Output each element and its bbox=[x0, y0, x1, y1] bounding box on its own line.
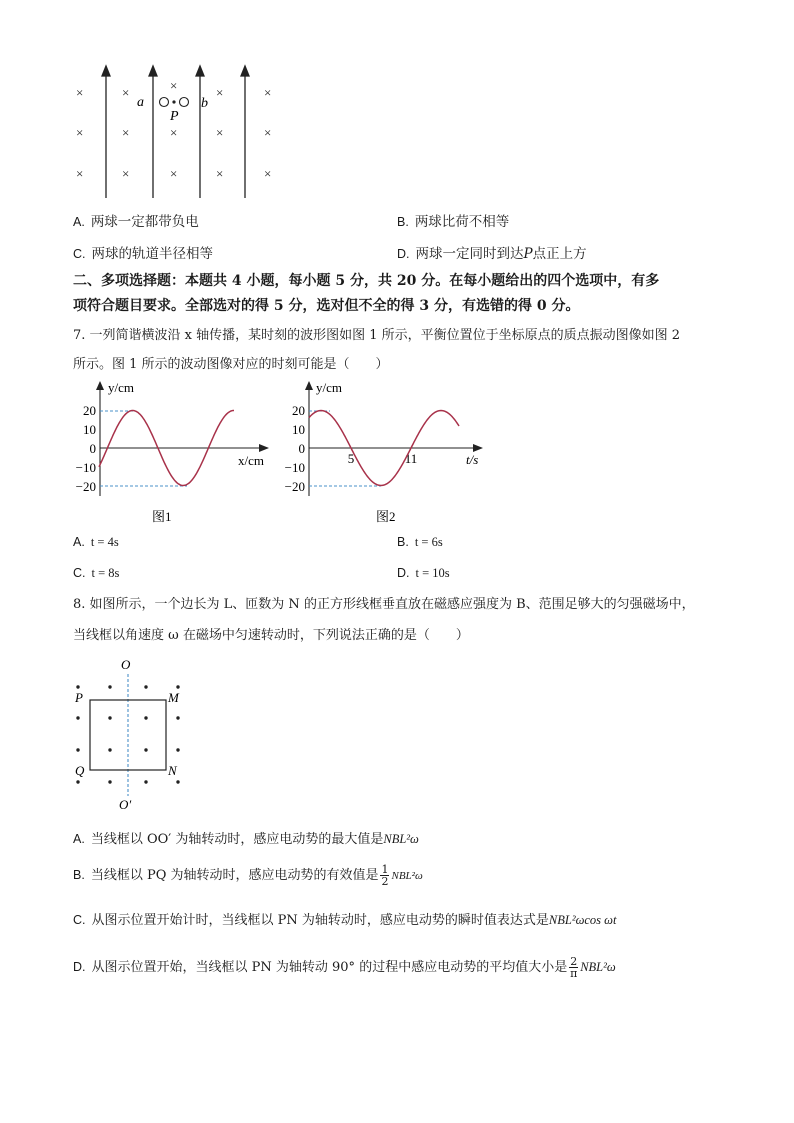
field-cross: × bbox=[170, 125, 178, 140]
fig2-caption: 图2 bbox=[376, 509, 396, 524]
field-cross: × bbox=[76, 85, 84, 100]
field-cross: × bbox=[216, 125, 224, 140]
q7-figure2 bbox=[280, 378, 490, 526]
field-crosses bbox=[76, 78, 271, 181]
field-cross: × bbox=[264, 125, 272, 140]
field-dot bbox=[176, 716, 179, 719]
label-b: b bbox=[201, 96, 208, 111]
fig2-tick-neg10: −10 bbox=[284, 460, 305, 475]
fig1-xlabel: x/cm bbox=[238, 453, 264, 468]
field-cross: × bbox=[216, 85, 224, 100]
label-o-prime: O′ bbox=[119, 797, 132, 812]
q7-stem-line2: 所示。图 1 所示的波动图像对应的时刻可能是（ ） bbox=[73, 357, 389, 372]
fig1-tick-20: 20 bbox=[83, 403, 96, 418]
fraction-two-over-pi: $\frac{2}{\pi}$ bbox=[570, 955, 578, 980]
field-dot bbox=[108, 716, 111, 719]
field-dot bbox=[144, 685, 147, 688]
fig2-xtick-11: 11 bbox=[404, 451, 418, 466]
field-dot bbox=[176, 748, 179, 751]
q7-option-d[interactable]: D. t = 10s bbox=[397, 566, 450, 580]
field-cross: × bbox=[264, 166, 272, 181]
q6-option-c[interactable]: C. 两球的轨道半径相等 bbox=[73, 246, 213, 262]
fig2-tick-10: 10 bbox=[292, 422, 305, 437]
fraction-half: $\frac{1}{2}$ bbox=[381, 863, 389, 888]
fig1-tick-0: 0 bbox=[89, 441, 96, 456]
field-dot bbox=[176, 685, 179, 688]
field-dot bbox=[108, 780, 111, 783]
field-cross: × bbox=[170, 166, 178, 181]
q7-stem-line1: 7. 一列简谐横波沿 x 轴传播，某时刻的波形图如图 1 所示，平衡位置位于坐标原点的质点振动图像如图 2 bbox=[73, 328, 681, 343]
field-cross: × bbox=[264, 85, 272, 100]
fig2-tick-neg20: −20 bbox=[284, 479, 305, 494]
field-dot bbox=[108, 685, 111, 688]
fig1-ylabel: y/cm bbox=[108, 380, 134, 395]
q8-option-a[interactable]: A. 当线框以 OO′ 为轴转动时，感应电动势的最大值是NBL²ω bbox=[73, 832, 419, 847]
label-q: Q bbox=[75, 763, 85, 778]
label-p: P bbox=[170, 109, 179, 124]
q8-option-c[interactable]: C. 从图示位置开始计时，当线框以 PN 为轴转动时，感应电动势的瞬时值表达式是NBL²ωcos ωt bbox=[73, 913, 617, 928]
q6-option-d[interactable]: D. 两球一定同时到达P点正上方 bbox=[397, 246, 587, 262]
fig2-xtick-5: 5 bbox=[347, 451, 355, 466]
label-n: N bbox=[168, 763, 177, 778]
field-dot bbox=[76, 685, 79, 688]
field-cross: × bbox=[122, 125, 130, 140]
ball-a bbox=[160, 98, 169, 107]
fig1-caption: 图1 bbox=[152, 509, 172, 524]
fig1-tick-neg20: −20 bbox=[75, 479, 96, 494]
fig2-tick-0: 0 bbox=[298, 441, 305, 456]
fig1-tick-neg10: −10 bbox=[75, 460, 96, 475]
field-dot bbox=[176, 780, 179, 783]
label-p: P bbox=[75, 690, 83, 705]
q8-stem-line1: 8. 如图所示，一个边长为 L、匝数为 N 的正方形线框垂直放在磁感应强度为 B、范围足够大的匀强磁场中， bbox=[73, 597, 695, 612]
field-cross: × bbox=[170, 78, 178, 93]
field-dot bbox=[76, 748, 79, 751]
field-dot bbox=[144, 780, 147, 783]
q8-option-b[interactable]: B. 当线框以 PQ 为轴转动时，感应电动势的有效值是 $\frac{1}{2}$ NBL²ω bbox=[73, 863, 423, 888]
q7-option-b[interactable]: B. t = 6s bbox=[397, 535, 443, 549]
field-cross: × bbox=[122, 166, 130, 181]
field-cross: × bbox=[76, 166, 84, 181]
q6-field-figure bbox=[60, 58, 290, 208]
field-cross: × bbox=[122, 85, 130, 100]
ball-b bbox=[180, 98, 189, 107]
field-dot bbox=[76, 780, 79, 783]
q8-option-d[interactable]: D. 从图示位置开始，当线框以 PN 为轴转动 90° 的过程中感应电动势的平均值大小是 $\frac{2}{\pi}$ NBL²ω bbox=[73, 955, 616, 980]
label-o: O bbox=[121, 657, 131, 672]
fig2-ylabel: y/cm bbox=[316, 380, 342, 395]
q7-option-c[interactable]: C. t = 8s bbox=[73, 566, 120, 580]
fig1-tick-10: 10 bbox=[83, 422, 96, 437]
field-dot bbox=[144, 716, 147, 719]
label-m: M bbox=[168, 690, 179, 705]
section2-line2: 项符合题目要求。全部选对的得 5 分，选对但不全的得 3 分，有选错的得 0 分。 bbox=[73, 298, 580, 314]
q8-stem-line2: 当线框以角速度 ω 在磁场中匀速转动时，下列说法正确的是（ ） bbox=[73, 628, 469, 643]
point-p bbox=[172, 100, 175, 103]
field-dot bbox=[108, 748, 111, 751]
section2-line1: 二、多项选择题：本题共 4 小题，每小题 5 分，共 20 分。在每小题给出的四个选项中，有多 bbox=[73, 273, 660, 289]
q7-figure1 bbox=[66, 378, 276, 526]
fig2-xlabel: t/s bbox=[466, 452, 479, 467]
fig2-tick-20: 20 bbox=[292, 403, 305, 418]
q6-option-a[interactable]: A. 两球一定都带负电 bbox=[73, 214, 199, 230]
q8-loop-figure bbox=[66, 654, 196, 814]
field-dot bbox=[144, 748, 147, 751]
field-dot bbox=[76, 716, 79, 719]
q7-option-a[interactable]: A. t = 4s bbox=[73, 535, 119, 549]
field-cross: × bbox=[216, 166, 224, 181]
field-cross: × bbox=[76, 125, 84, 140]
q6-option-b[interactable]: B. 两球比荷不相等 bbox=[397, 214, 510, 230]
label-a: a bbox=[137, 95, 144, 110]
